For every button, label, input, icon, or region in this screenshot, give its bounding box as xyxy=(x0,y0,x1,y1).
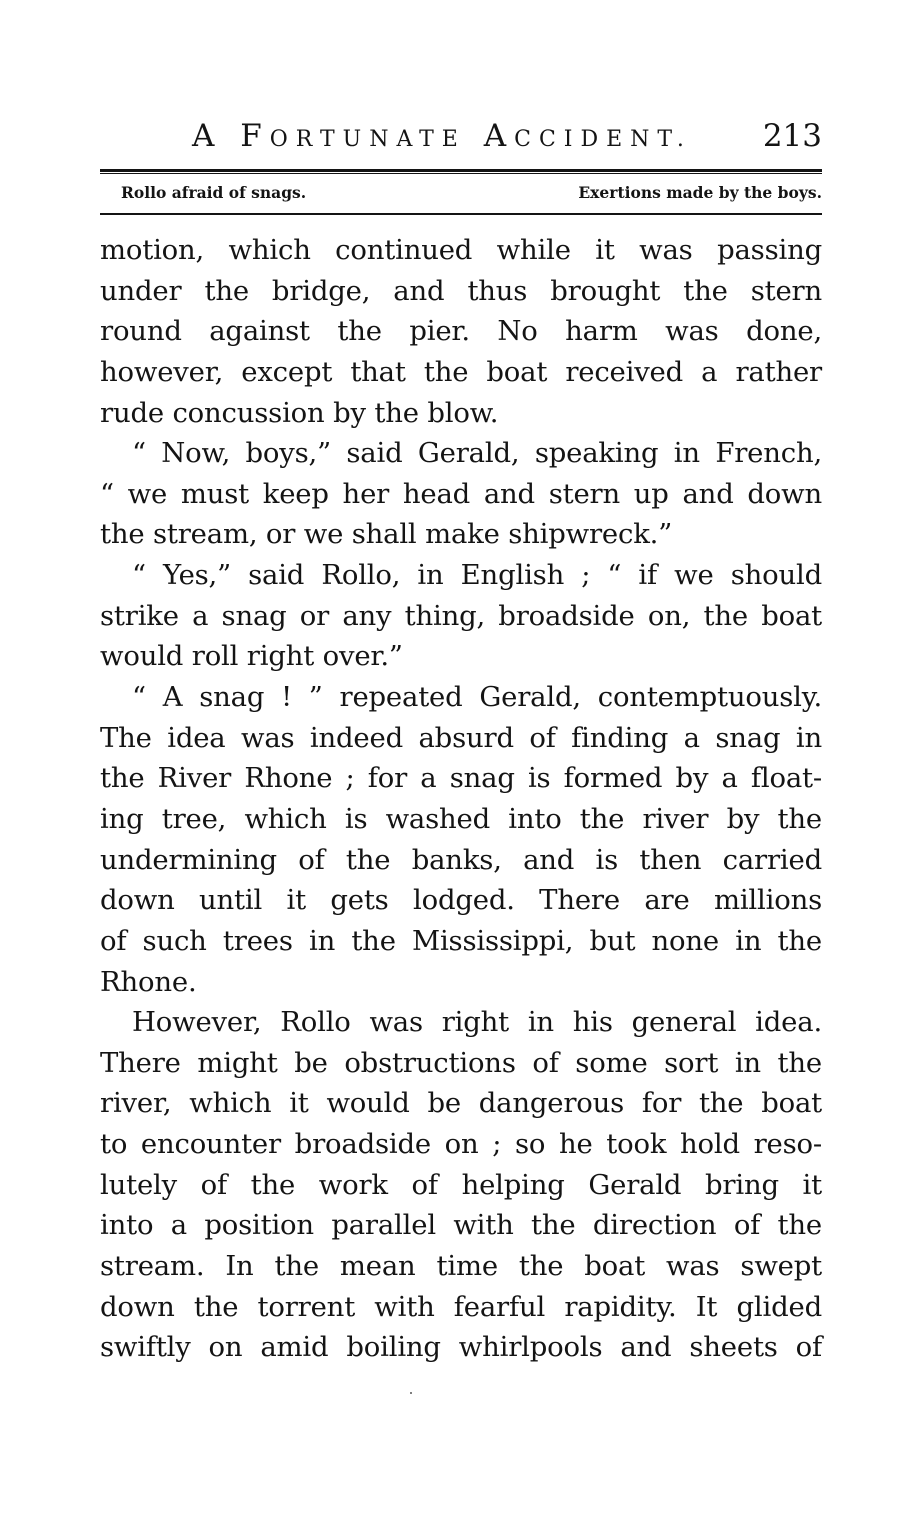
text-line: stream. In the mean time the boat was swept xyxy=(100,1250,822,1283)
chapter-title xyxy=(192,113,692,163)
text-line: undermining of the banks, and is then carried xyxy=(100,843,822,876)
text-line: The idea was indeed absurd of finding a snag in xyxy=(100,721,822,754)
header-rule-thin xyxy=(100,173,822,174)
text-line: “ Yes,” said Rollo, in English ; “ if we should xyxy=(132,559,822,592)
text-line: “ A snag ! ” repeated Gerald, contemptuously. xyxy=(132,681,822,714)
text-line: round against the pier. No harm was done, xyxy=(100,315,822,348)
text-line: down the torrent with fearful rapidity. It glided xyxy=(100,1290,822,1323)
text-line: Rhone. xyxy=(100,965,197,998)
text-line: river, which it would be dangerous for the boat xyxy=(100,1087,822,1120)
body-text xyxy=(100,230,822,1368)
text-line: into a position parallel with the direction of the xyxy=(100,1209,822,1242)
text-line: “ we must keep her head and stern up and down xyxy=(100,477,822,510)
title-word: ACCIDENT. xyxy=(483,118,692,154)
print-speck xyxy=(410,1392,412,1394)
text-line: swiftly on amid boiling whirlpools and sheets of xyxy=(100,1331,822,1364)
header-rule-thick xyxy=(100,169,822,172)
text-line: would roll right over.” xyxy=(100,640,403,673)
title-word: A xyxy=(192,118,223,154)
sidenote-rule xyxy=(100,213,822,215)
text-line: “ Now, boys,” said Gerald, speaking in French, xyxy=(132,437,822,470)
text-line: down until it gets lodged. There are millions xyxy=(100,884,822,917)
text-line: strike a snag or any thing, broadside on, the boat xyxy=(100,599,822,632)
text-line: However, Rollo was right in his general idea. xyxy=(132,1006,822,1039)
text-line: rude concussion by the blow. xyxy=(100,396,499,429)
sidenote-left: Rollo afraid of snags. xyxy=(121,183,307,202)
title-word: FORTUNATE xyxy=(240,118,466,154)
text-line: the River Rhone ; for a snag is formed by a float- xyxy=(100,762,822,795)
text-line: to encounter broadside on ; so he took hold reso- xyxy=(100,1128,822,1161)
text-line: of such trees in the Mississippi, but none in the xyxy=(100,924,822,957)
running-head xyxy=(100,113,822,159)
text-line: lutely of the work of helping Gerald bring it xyxy=(100,1168,822,1201)
text-line: the stream, or we shall make shipwreck.” xyxy=(100,518,673,551)
text-line: motion, which continued while it was passing xyxy=(100,234,822,266)
text-line: There might be obstructions of some sort in the xyxy=(100,1046,822,1079)
text-line: however, except that the boat received a rather xyxy=(100,355,822,388)
page-number: 213 xyxy=(762,118,822,154)
text-line: under the bridge, and thus brought the stern xyxy=(100,274,822,307)
text-line: ing tree, which is washed into the river by the xyxy=(100,802,822,835)
sidenote-right: Exertions made by the boys. xyxy=(578,183,822,202)
